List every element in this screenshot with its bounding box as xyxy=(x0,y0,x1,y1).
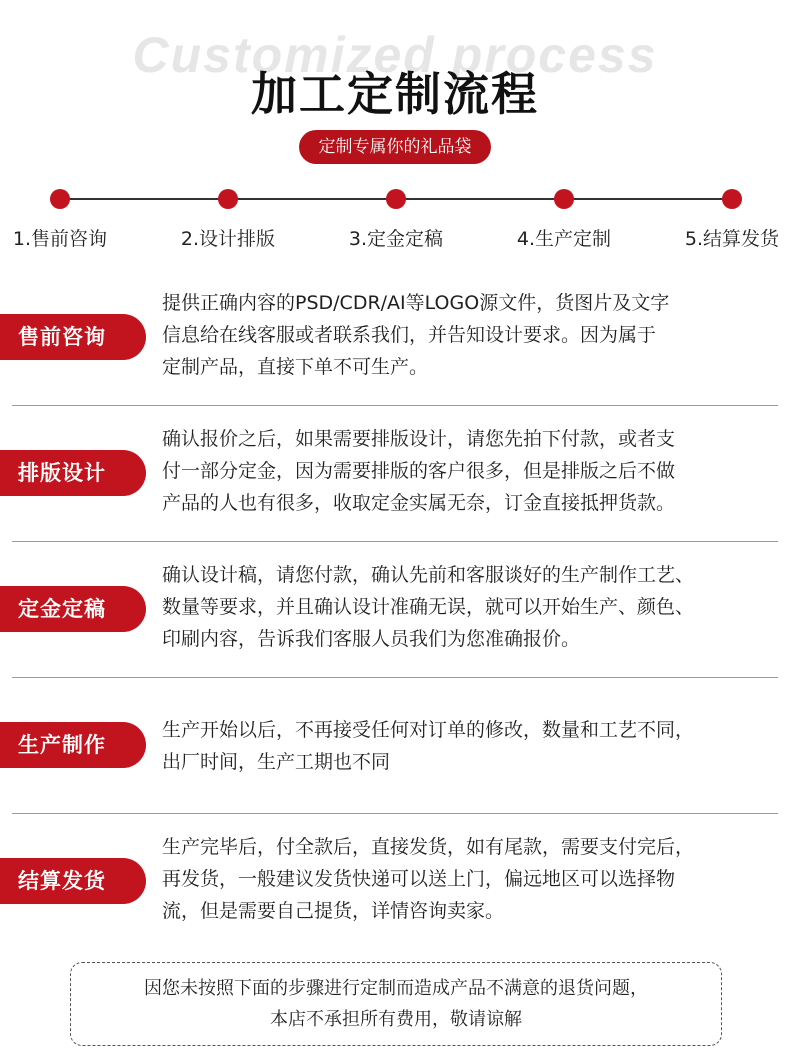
step-label: 4.生产定制 xyxy=(516,228,612,250)
section-tag: 结算发货 xyxy=(0,858,146,904)
step-dot-icon xyxy=(386,189,406,209)
section-pre-sale xyxy=(0,270,790,406)
section-text-line: 流，但是需要自己提货，详情咨询卖家。 xyxy=(162,900,505,922)
section-tag: 定金定稿 xyxy=(0,586,146,632)
section-text-line: 生产开始以后，不再接受任何对订单的修改，数量和工艺不同， xyxy=(162,719,695,741)
section-text xyxy=(162,423,772,519)
watermark-text: Customized process xyxy=(132,27,658,83)
section-text-line: 确认设计稿，请您付款，确认先前和客服谈好的生产制作工艺、 xyxy=(162,564,695,586)
notice-line: 本店不承担所有费用，敬请谅解 xyxy=(270,1009,522,1030)
section-tag: 售前咨询 xyxy=(0,314,146,360)
step-label: 5.结算发货 xyxy=(684,228,780,250)
section-text-line: 付一部分定金，因为需要排版的客户很多，但是排版之后不做 xyxy=(162,460,676,482)
section-text-line: 生产完毕后，付全款后，直接发货，如有尾款，需要支付完后， xyxy=(162,836,695,858)
notice-line: 因您未按照下面的步骤进行定制而造成产品不满意的退货问题， xyxy=(144,978,648,999)
section-text-line: 提供正确内容的PSD/CDR/AI等LOGO源文件，货图片及文字 xyxy=(162,292,670,314)
section-layout-design xyxy=(0,406,790,542)
section-text-line: 产品的人也有很多，收取定金实属无奈，订金直接抵押货款。 xyxy=(162,492,676,514)
step-dot-icon xyxy=(722,189,742,209)
step-1 xyxy=(0,186,135,251)
section-text-line: 数量等要求，并且确认设计准确无误，就可以开始生产、颜色、 xyxy=(162,596,695,618)
section-text-line: 出厂时间，生产工期也不同 xyxy=(162,751,391,773)
section-text-line: 信息给在线客服或者联系我们，并告知设计要求。因为属于 xyxy=(162,324,657,346)
disclaimer-notice xyxy=(70,962,722,1046)
process-steps xyxy=(0,186,790,256)
section-text xyxy=(162,714,772,778)
section-text xyxy=(162,831,772,927)
step-dot-icon xyxy=(218,189,238,209)
section-deposit-confirm xyxy=(0,542,790,678)
step-label: 2.设计排版 xyxy=(180,228,276,250)
step-label: 3.定金定稿 xyxy=(348,228,444,250)
section-production xyxy=(0,678,790,814)
step-label: 1.售前咨询 xyxy=(12,228,108,250)
section-text-line: 定制产品，直接下单不可生产。 xyxy=(162,356,429,378)
section-settlement-shipping xyxy=(0,814,790,950)
section-text xyxy=(162,559,772,655)
step-dot-icon xyxy=(50,189,70,209)
step-2 xyxy=(153,186,303,251)
header xyxy=(0,0,790,180)
section-text-line: 印刷内容，告诉我们客服人员我们为您准确报价。 xyxy=(162,628,581,650)
section-text xyxy=(162,287,772,383)
section-text-line: 确认报价之后，如果需要排版设计，请您先拍下付款，或者支 xyxy=(162,428,676,450)
section-tag: 排版设计 xyxy=(0,450,146,496)
section-tag: 生产制作 xyxy=(0,722,146,768)
step-dot-icon xyxy=(554,189,574,209)
page-title: 加工定制流程 xyxy=(251,67,539,121)
step-5 xyxy=(657,186,790,251)
process-sections xyxy=(0,270,790,950)
section-text-line: 再发货，一般建议发货快递可以送上门，偏远地区可以选择物 xyxy=(162,868,676,890)
step-4 xyxy=(489,186,639,251)
subtitle-badge: 定制专属你的礼品袋 xyxy=(299,130,491,164)
step-3 xyxy=(321,186,471,251)
